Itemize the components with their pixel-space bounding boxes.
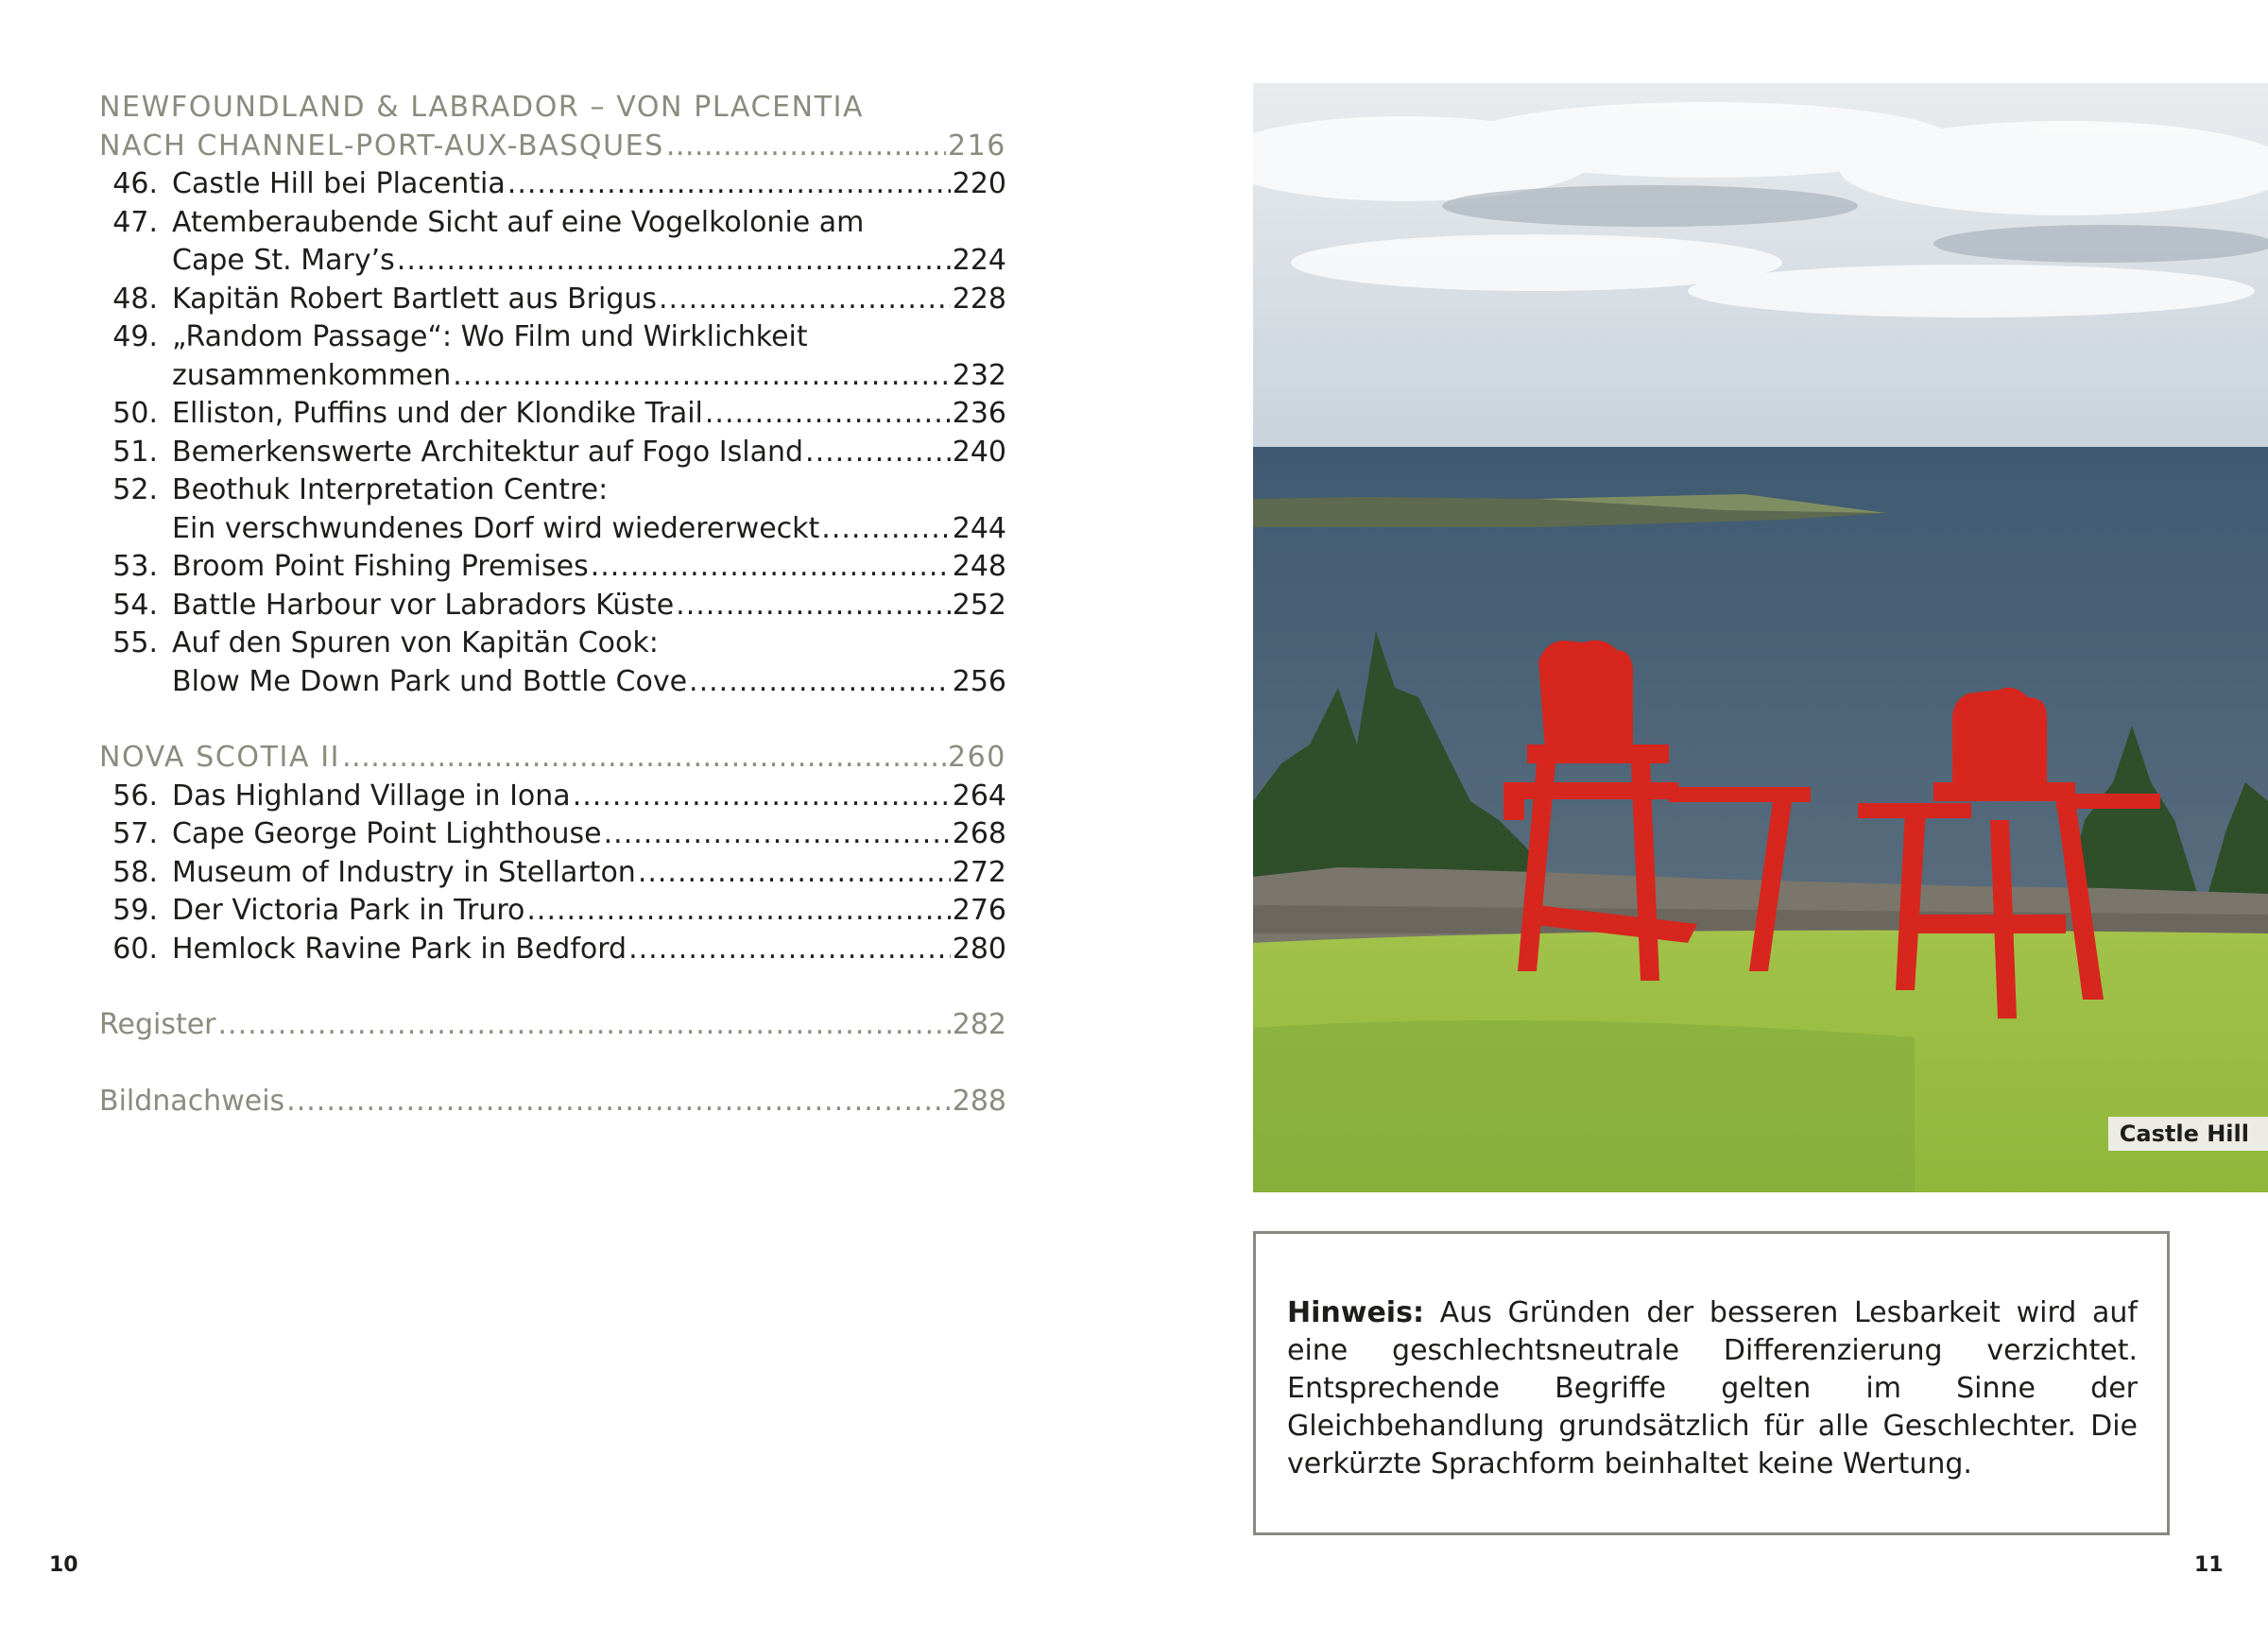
- toc-entry-line: [99, 625, 1006, 663]
- toc-page-number: 244: [952, 511, 1006, 545]
- toc-entry-line: [99, 242, 1006, 281]
- toc-entry-list-newfoundland: [99, 165, 1006, 701]
- toc-leader-dots: [218, 1006, 951, 1045]
- toc-page-number: 288: [952, 1084, 1006, 1118]
- toc-entry[interactable]: [99, 165, 1006, 204]
- toc-page-number: 220: [952, 167, 1006, 200]
- toc-entry-number: 49.: [112, 320, 158, 353]
- toc-entry-title: Ein verschwundenes Dorf wird wiedererweckt: [172, 511, 820, 545]
- toc-entry-line: [99, 892, 1006, 931]
- toc-section-entry-newfoundland[interactable]: [99, 128, 1006, 166]
- toc-page-number: 276: [952, 894, 1006, 927]
- toc-entry-title: Der Victoria Park in Truro: [172, 894, 525, 927]
- toc-leader-dots: [526, 892, 950, 931]
- photo-caption: Castle Hill: [2108, 1117, 2268, 1151]
- toc-page-number: 260: [947, 741, 1006, 774]
- toc-entry-line: [99, 854, 1006, 893]
- toc-page-number: 268: [952, 817, 1006, 850]
- toc-entry-number: 50.: [112, 397, 158, 430]
- toc-entry-number: 53.: [112, 550, 158, 583]
- toc-entry-number: 56.: [112, 779, 158, 813]
- toc-entry[interactable]: [99, 434, 1006, 472]
- toc-entry-line: [99, 471, 1006, 510]
- toc-entry-line: [99, 318, 1006, 357]
- toc-entry-number: 52.: [112, 473, 158, 506]
- toc-entry[interactable]: [99, 318, 1006, 395]
- toc-entry-title: Atemberaubende Sicht auf eine Vogelkolonie am: [172, 205, 865, 239]
- toc-entry-line: [99, 778, 1006, 816]
- toc-entry-line: [99, 510, 1006, 549]
- toc-entry-title: „Random Passage“: Wo Film und Wirklichkeit: [172, 320, 808, 353]
- toc-page-number: 236: [952, 397, 1006, 430]
- toc-entry-line: [99, 548, 1006, 587]
- toc-entry-line: [99, 931, 1006, 969]
- toc-section-title-line: [99, 89, 1006, 128]
- toc-leader-dots: [397, 242, 951, 281]
- toc-entry[interactable]: [99, 778, 1006, 816]
- page-number-left: 10: [49, 1553, 78, 1577]
- toc-entry-title: Battle Harbour vor Labradors Küste: [172, 588, 675, 622]
- toc-section-title: NOVA SCOTIA II: [99, 741, 341, 774]
- toc-entry-number: 57.: [112, 817, 158, 850]
- toc-entry[interactable]: [99, 587, 1006, 625]
- toc-section-entry-nova-scotia[interactable]: [99, 739, 1006, 778]
- note-label: Hinweis:: [1287, 1296, 1424, 1329]
- toc-entry-title: Cape St. Mary’s: [172, 244, 395, 277]
- toc-entry-number: 54.: [112, 588, 158, 622]
- toc-entry-line: [99, 587, 1006, 625]
- toc-entry-title: Museum of Industry in Stellarton: [172, 855, 636, 889]
- toc-page-number: 216: [947, 128, 1006, 163]
- toc-entry-line: [99, 165, 1006, 204]
- toc-leader-dots: [286, 1083, 951, 1121]
- toc-entry-title: Auf den Spuren von Kapitän Cook:: [172, 626, 659, 659]
- toc-entry[interactable]: [99, 281, 1006, 319]
- toc-page-number: 248: [952, 550, 1006, 583]
- toc-entry-line: [99, 357, 1006, 396]
- toc-entry-title: Das Highland Village in Iona: [172, 779, 571, 813]
- toc-entry-title: Elliston, Puffins und der Klondike Trail: [172, 397, 703, 430]
- toc-entry[interactable]: [99, 471, 1006, 548]
- toc-entry-line: [99, 395, 1006, 434]
- toc-entry[interactable]: [99, 204, 1006, 281]
- toc-entry-number: 55.: [112, 626, 158, 659]
- toc-entry-title: Castle Hill bei Placentia: [172, 167, 506, 200]
- toc-entry-title: Broom Point Fishing Premises: [172, 550, 589, 583]
- castle-hill-photo: [1253, 83, 2268, 1192]
- toc-entry-title: Hemlock Ravine Park in Bedford: [172, 932, 627, 966]
- toc-spacer: [99, 968, 1006, 1006]
- toc-page-number: 224: [952, 244, 1006, 277]
- toc-section-title: NEWFOUNDLAND & LABRADOR – VON PLACENTIA: [99, 91, 865, 124]
- toc-entry-line: [99, 434, 1006, 472]
- toc-leader-dots: [604, 815, 951, 854]
- toc-leader-dots: [628, 931, 951, 969]
- toc-leader-dots: [591, 548, 951, 587]
- toc-entry-number: 48.: [112, 282, 158, 316]
- toc-page-number: 256: [952, 664, 1006, 698]
- toc-entry-title: Beothuk Interpretation Centre:: [172, 473, 609, 506]
- toc-entry-bildnachweis[interactable]: [99, 1083, 1006, 1121]
- toc-leader-dots: [666, 128, 946, 166]
- toc-entry-line: [99, 204, 1006, 243]
- photo-illustration: [1253, 83, 2268, 1192]
- toc-entry-title: Kapitän Robert Bartlett aus Brigus: [172, 282, 658, 316]
- toc-entry-title: Bemerkenswerte Architektur auf Fogo Island: [172, 435, 804, 469]
- toc-leader-dots: [676, 587, 951, 625]
- toc-entry-title: Cape George Point Lighthouse: [172, 817, 602, 850]
- toc-entry[interactable]: [99, 395, 1006, 434]
- toc-page-number: 280: [952, 932, 1006, 966]
- toc-entry-number: 46.: [112, 167, 158, 200]
- note-text-block: [1287, 1294, 2138, 1483]
- toc-entry-number: 59.: [112, 894, 158, 927]
- toc-page-number: 240: [952, 435, 1006, 469]
- toc-entry-title: Register: [99, 1008, 216, 1041]
- toc-leader-dots: [453, 357, 950, 396]
- toc-entry[interactable]: [99, 854, 1006, 893]
- toc-entry[interactable]: [99, 892, 1006, 931]
- toc-entry-number: 60.: [112, 932, 158, 966]
- toc-page-number: 252: [952, 588, 1006, 622]
- toc-leader-dots: [805, 434, 951, 472]
- toc-entry[interactable]: [99, 548, 1006, 587]
- toc-entry-title: Blow Me Down Park und Bottle Cove: [172, 664, 688, 698]
- toc-page-number: 264: [952, 779, 1006, 813]
- toc-leader-dots: [638, 854, 951, 893]
- toc-entry[interactable]: [99, 815, 1006, 854]
- toc-entry-number: 47.: [112, 205, 158, 239]
- toc-leader-dots: [659, 281, 951, 319]
- toc-leader-dots: [821, 510, 950, 549]
- toc-entry[interactable]: [99, 625, 1006, 701]
- page-number-right: 11: [2194, 1553, 2224, 1577]
- toc-entry-number: 58.: [112, 855, 158, 889]
- toc-spacer: [99, 1045, 1006, 1083]
- table-of-contents: [99, 89, 1006, 1121]
- toc-leader-dots: [689, 663, 951, 702]
- toc-section-title: NACH CHANNEL-PORT-AUX-BASQUES: [99, 128, 664, 163]
- toc-entry-list-nova-scotia: [99, 778, 1006, 969]
- toc-page-number: 272: [952, 855, 1006, 889]
- toc-page-number: 282: [952, 1008, 1006, 1041]
- toc-entry-title: zusammenkommen: [172, 358, 452, 392]
- toc-entry-number: 51.: [112, 435, 158, 469]
- toc-leader-dots: [342, 739, 946, 778]
- note-box: [1253, 1231, 2170, 1535]
- toc-entry[interactable]: [99, 931, 1006, 969]
- toc-leader-dots: [507, 165, 951, 204]
- toc-page-number: 232: [952, 358, 1006, 392]
- toc-leader-dots: [705, 395, 951, 434]
- toc-leader-dots: [573, 778, 951, 816]
- toc-entry-register[interactable]: [99, 1006, 1006, 1045]
- toc-page-number: 228: [952, 282, 1006, 316]
- toc-entry-title: Bildnachweis: [99, 1084, 285, 1118]
- toc-entry-line: [99, 663, 1006, 702]
- note-text: Aus Gründen der besseren Lesbarkeit wird auf eine geschlechtsneutrale Differenzierung verzichtet. Entsprechende Begriffe gelten im Sinne der Gleichbehandlung grundsätzlich für alle Geschlechter. Die verkürzte Sprachform beinhaltet keine Wertung.: [1287, 1296, 2138, 1481]
- toc-spacer: [99, 701, 1006, 739]
- toc-entry-line: [99, 281, 1006, 319]
- toc-entry-line: [99, 815, 1006, 854]
